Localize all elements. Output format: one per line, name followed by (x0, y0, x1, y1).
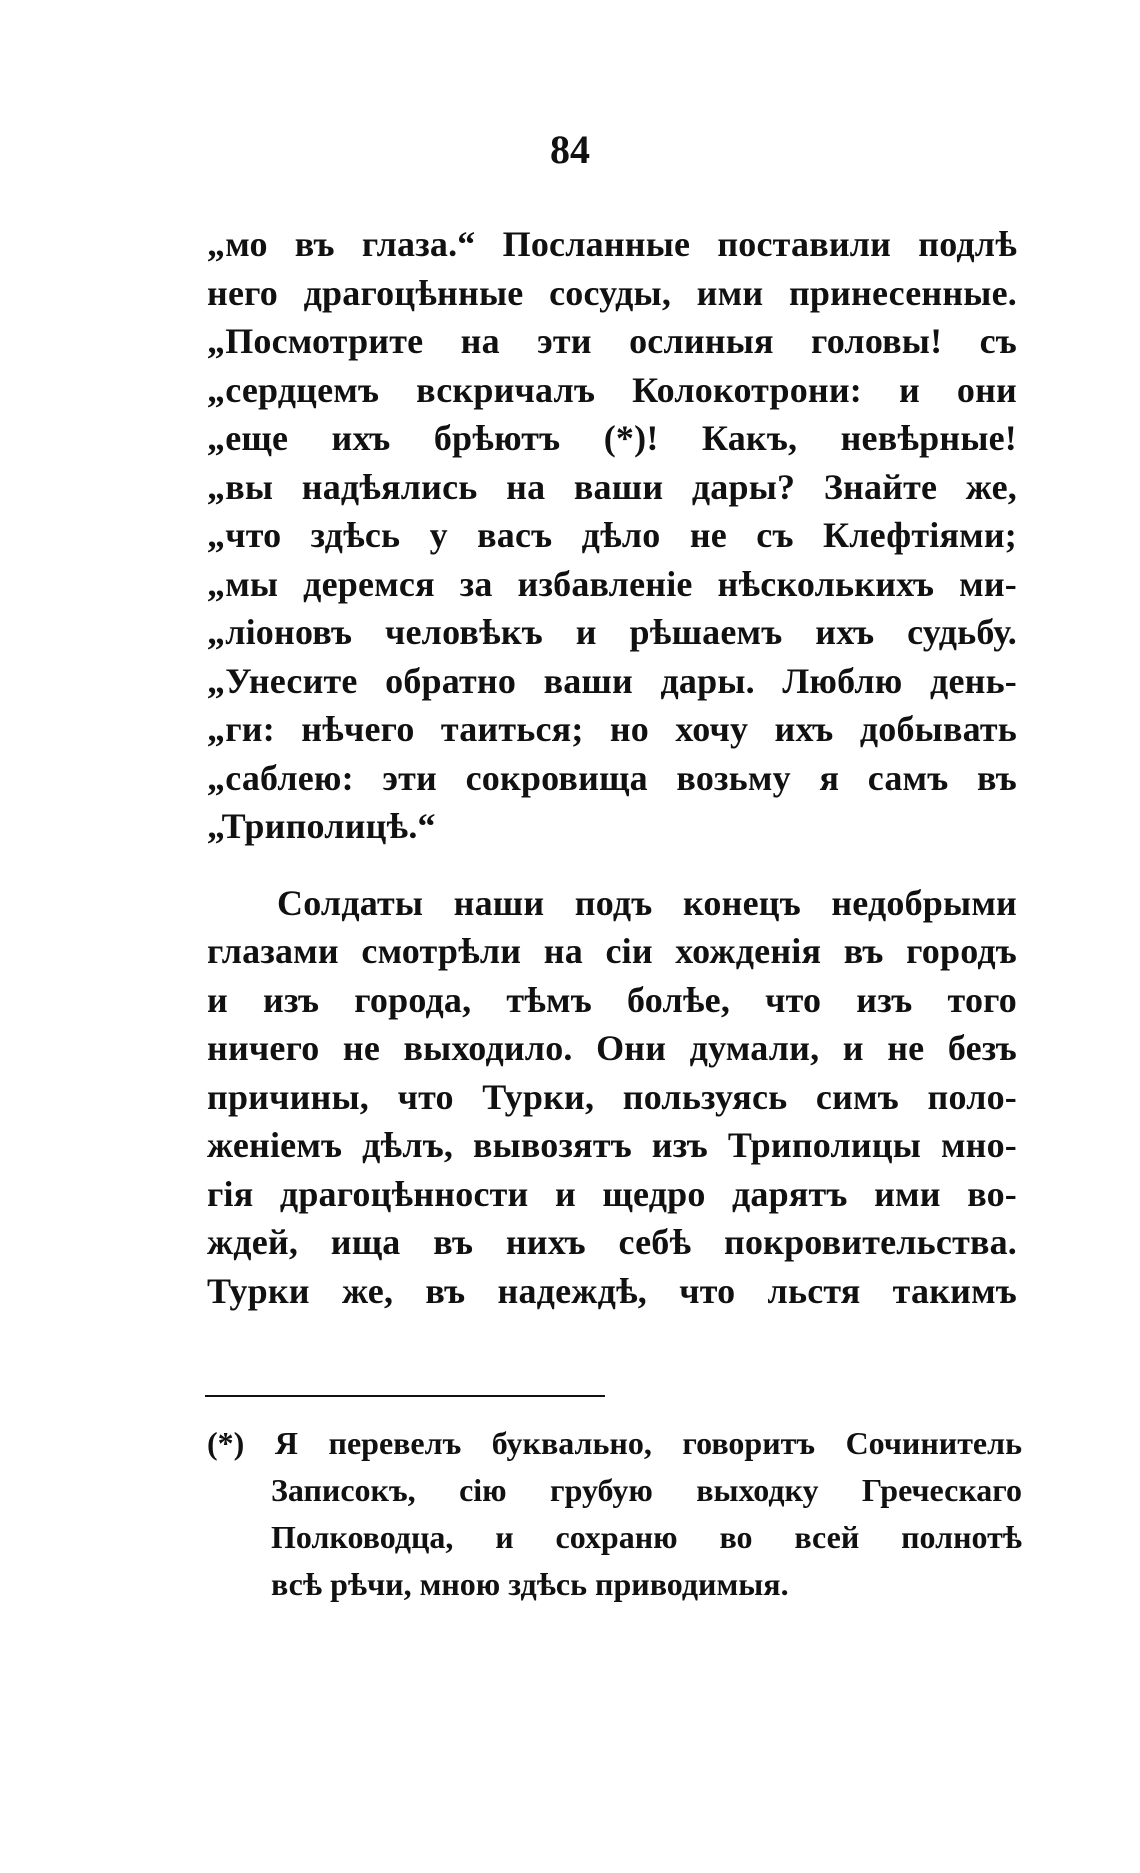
text-line: „сердцемъ вскричалъ Колокотрони: и они (207, 369, 1017, 410)
text-line: „Унесите обратно ваши дары. Люблю день- (207, 660, 1017, 701)
text-line: „что здѣсь у васъ дѣло не съ Клефтіями; (207, 515, 1017, 555)
text-line: „еще ихъ брѣютъ (*)! Какъ, невѣрные! (207, 418, 1017, 458)
text-line: „ліоновъ человѣкъ и рѣшаемъ ихъ судьбу. (207, 612, 1017, 652)
footnote-line: Полководца, и сохраню во всей полнотѣ (271, 1519, 1022, 1555)
footnote (207, 1420, 1022, 1608)
text-line: „Триполицѣ.“ (207, 806, 436, 846)
text-line: и изъ города, тѣмъ болѣе, что изъ того (207, 979, 1017, 1020)
text-line: Турки же, въ надеждѣ, что льстя такимъ (207, 1270, 1017, 1311)
text-line: ничего не выходило. Они думали, и не безъ (207, 1028, 1017, 1068)
body-text (207, 220, 1017, 1315)
text-line: причины, что Турки, пользуясь симъ поло- (207, 1076, 1017, 1117)
page-number: 84 (550, 127, 590, 172)
footnote-line: Записокъ, сію грубую выходку Греческаго (271, 1472, 1022, 1508)
text-line: „мо въ глаза.“ Посланные поставили подлѣ (207, 224, 1017, 264)
text-line: него драгоцѣнные сосуды, ими принесенные. (207, 272, 1017, 313)
footnote-divider (205, 1395, 605, 1397)
text-line: гія драгоцѣнности и щедро дарятъ ими во- (207, 1173, 1017, 1214)
paragraph-1 (207, 220, 1017, 851)
text-line: „вы надѣялись на ваши дары? Знайте же, (207, 466, 1017, 507)
text-line: ждей, ища въ нихъ себѣ покровительства. (207, 1222, 1017, 1262)
text-line: „Посмотрите на эти ослиныя головы! съ (207, 321, 1017, 361)
footnote-line: всѣ рѣчи, мною здѣсь приводимыя. (271, 1566, 789, 1602)
text-line: „мы деремся за избавленіе нѣсколькихъ ми- (207, 563, 1017, 604)
text-line: Солдаты наши подъ конецъ недобрыми (277, 882, 1017, 923)
text-line: глазами смотрѣли на сіи хожденія въ городъ (207, 931, 1017, 971)
text-line: „саблею: эти сокровища возьму я самъ въ (207, 757, 1017, 798)
paragraph-2 (207, 879, 1017, 1316)
text-line: „ги: нѣчего таиться; но хочу ихъ добывать (207, 709, 1017, 749)
footnote-line: (*) Я перевелъ буквально, говоритъ Сочинитель (207, 1425, 1022, 1461)
text-line: женіемъ дѣлъ, вывозятъ изъ Триполицы мно- (207, 1125, 1017, 1165)
paragraph-gap (207, 851, 1017, 879)
